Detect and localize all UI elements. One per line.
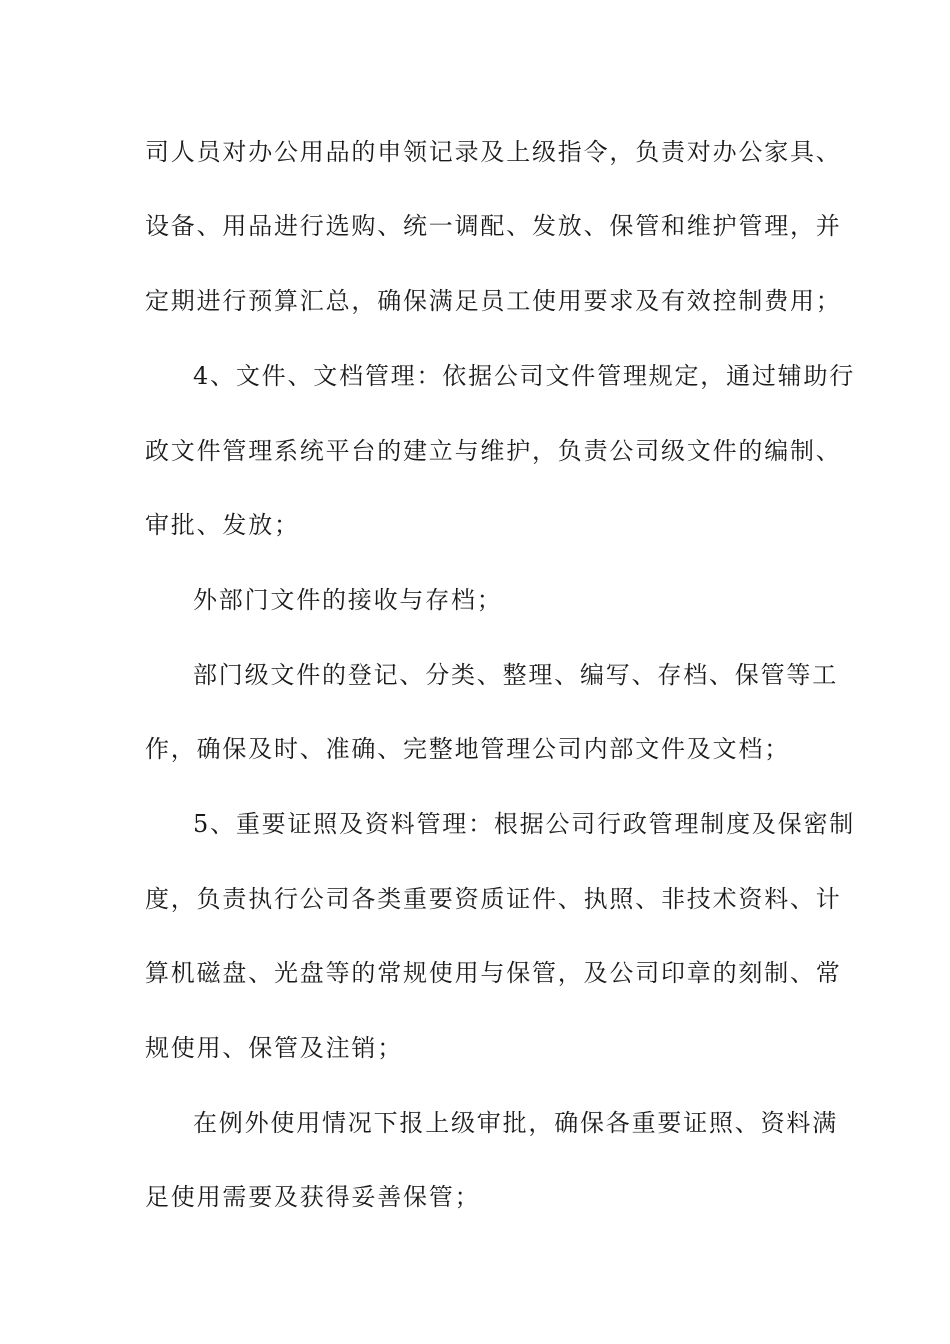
text-line: 5、重要证照及资料管理：根据公司行政管理制度及保密制: [193, 810, 856, 838]
text-line: 在例外使用情况下报上级审批，确保各重要证照、资料满: [193, 1109, 838, 1137]
text-line: 足使用需要及获得妥善保管；: [145, 1183, 481, 1211]
text-line: 部门级文件的登记、分类、整理、编写、存档、保管等工: [193, 661, 838, 689]
text-line: 设备、用品进行选购、统一调配、发放、保管和维护管理，并: [145, 212, 842, 240]
text-line: 审批、发放；: [145, 511, 300, 539]
text-line: 作，确保及时、准确、完整地管理公司内部文件及文档；: [145, 735, 790, 763]
text-line: 定期进行预算汇总，确保满足员工使用要求及有效控制费用；: [145, 287, 842, 315]
text-line: 度，负责执行公司各类重要资质证件、执照、非技术资料、计: [145, 885, 842, 913]
text-line: 算机磁盘、光盘等的常规使用与保管，及公司印章的刻制、常: [145, 959, 842, 987]
text-line: 规使用、保管及注销；: [145, 1034, 403, 1062]
text-line: 司人员对办公用品的申领记录及上级指令，负责对办公家具、: [145, 138, 842, 166]
text-line: 外部门文件的接收与存档；: [193, 586, 503, 614]
text-line: 4、文件、文档管理：依据公司文件管理规定，通过辅助行: [193, 362, 856, 390]
text-line: 政文件管理系统平台的建立与维护，负责公司级文件的编制、: [145, 437, 842, 465]
